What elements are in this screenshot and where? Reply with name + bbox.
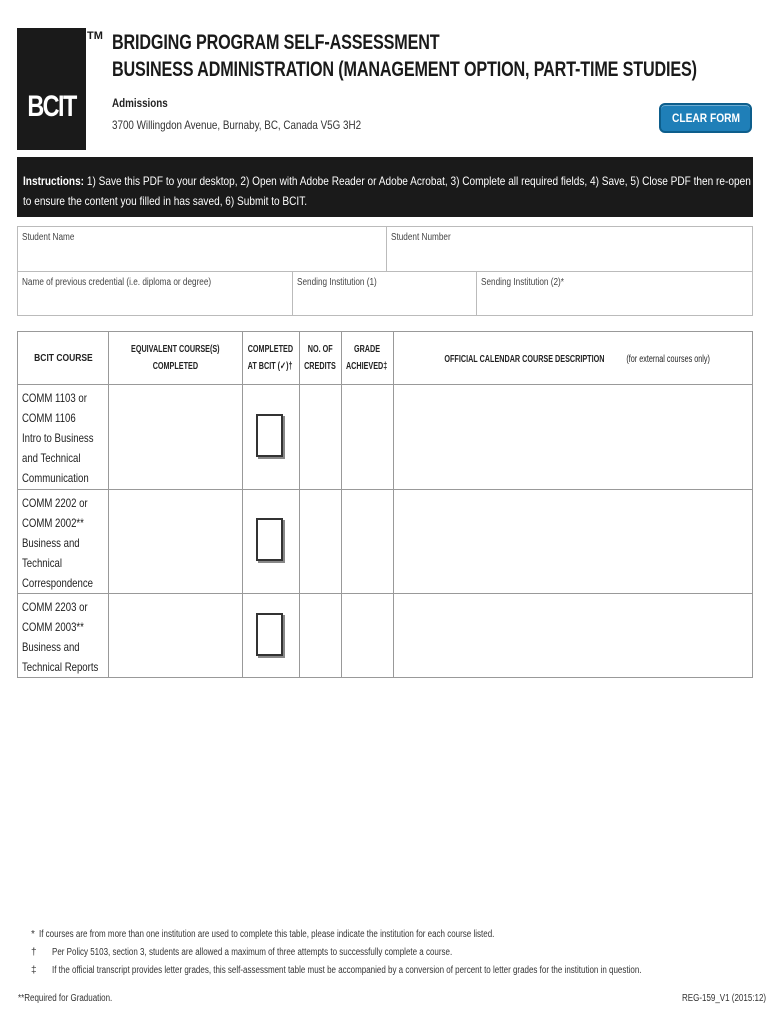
header-equivalent-courses: EQUIVALENT COURSE(S) COMPLETED bbox=[130, 344, 220, 372]
student-number-field[interactable] bbox=[387, 227, 753, 272]
previous-credential-label: Name of previous credential (i.e. diploma or degree) bbox=[22, 277, 212, 288]
footnote-star-symbol: * bbox=[31, 929, 35, 940]
footnote-star: If courses are from more than one institution are used to complete this table, please indicate the institution for each course listed. bbox=[39, 929, 495, 940]
form-code: REG-159_V1 (2015:12) bbox=[682, 993, 767, 1004]
bcit-logo bbox=[17, 28, 86, 150]
completed-checkbox[interactable] bbox=[256, 518, 283, 561]
previous-credential-field[interactable] bbox=[18, 272, 293, 316]
form-subtitle: BUSINESS ADMINISTRATION (MANAGEMENT OPTION, PART-TIME STUDIES) bbox=[112, 58, 697, 81]
student-number-label: Student Number bbox=[391, 232, 451, 243]
footnote-ddagger-symbol: ‡ bbox=[31, 965, 37, 976]
sending-institution-2-field[interactable] bbox=[477, 272, 753, 316]
student-info-grid bbox=[17, 226, 753, 316]
student-name-field[interactable] bbox=[18, 227, 387, 272]
course-cell: COMM 2202 or COMM 2002** Business and Technical Correspondence bbox=[22, 496, 93, 590]
clear-form-button[interactable] bbox=[659, 103, 752, 133]
completed-checkbox[interactable] bbox=[256, 414, 283, 457]
header-credits: NO. OF CREDITS bbox=[304, 344, 336, 372]
trademark-mark: TM bbox=[87, 30, 103, 42]
sending-institution-2-label: Sending Institution (2)* bbox=[481, 277, 564, 288]
header-bcit-course: BCIT COURSE bbox=[33, 352, 93, 364]
footnote-dagger: Per Policy 5103, section 3, students are allowed a maximum of three attempts to successfully complete a course. bbox=[52, 947, 453, 958]
student-name-label: Student Name bbox=[22, 232, 75, 243]
course-cell: COMM 2203 or COMM 2003** Business and Technical Reports bbox=[22, 600, 99, 674]
header-completed-at-bcit: COMPLETED AT BCIT (✓)† bbox=[247, 344, 294, 372]
footnote-dagger-symbol: † bbox=[31, 947, 37, 958]
course-cell: COMM 1103 or COMM 1106 Intro to Business and Technical Communication bbox=[22, 391, 94, 485]
department-label: Admissions bbox=[112, 96, 168, 110]
instructions-bar bbox=[17, 157, 753, 217]
instructions-text: 1) Save this PDF to your desktop, 2) Open with Adobe Reader or Adobe Acrobat, 3) Complete all required fields, 4) Save, 5) Close PDF then re-open to ensure the content you filled in has saved, 6) Submit to BCIT. bbox=[23, 174, 751, 208]
completed-checkbox[interactable] bbox=[256, 613, 283, 656]
header-grade-achieved: GRADE ACHIEVED‡ bbox=[346, 344, 388, 372]
sending-institution-1-label: Sending Institution (1) bbox=[297, 277, 377, 288]
address-text: 3700 Willingdon Avenue, Burnaby, BC, Canada V5G 3H2 bbox=[112, 118, 362, 132]
footnote-ddagger: If the official transcript provides letter grades, this self-assessment table must be accompanied by a conversion of percent to letter grades for the institution in question. bbox=[52, 965, 642, 976]
header-course-description: OFFICIAL CALENDAR COURSE DESCRIPTION(for external courses only) bbox=[444, 354, 710, 365]
form-title: BRIDGING PROGRAM SELF-ASSESSMENT bbox=[112, 31, 440, 54]
required-note: **Required for Graduation. bbox=[18, 993, 113, 1004]
instructions-label: Instructions: bbox=[23, 174, 85, 188]
logo-text: BCIT bbox=[27, 90, 76, 123]
clear-form-label: CLEAR FORM bbox=[671, 111, 740, 125]
sending-institution-1-field[interactable] bbox=[293, 272, 477, 316]
course-table bbox=[17, 331, 753, 678]
